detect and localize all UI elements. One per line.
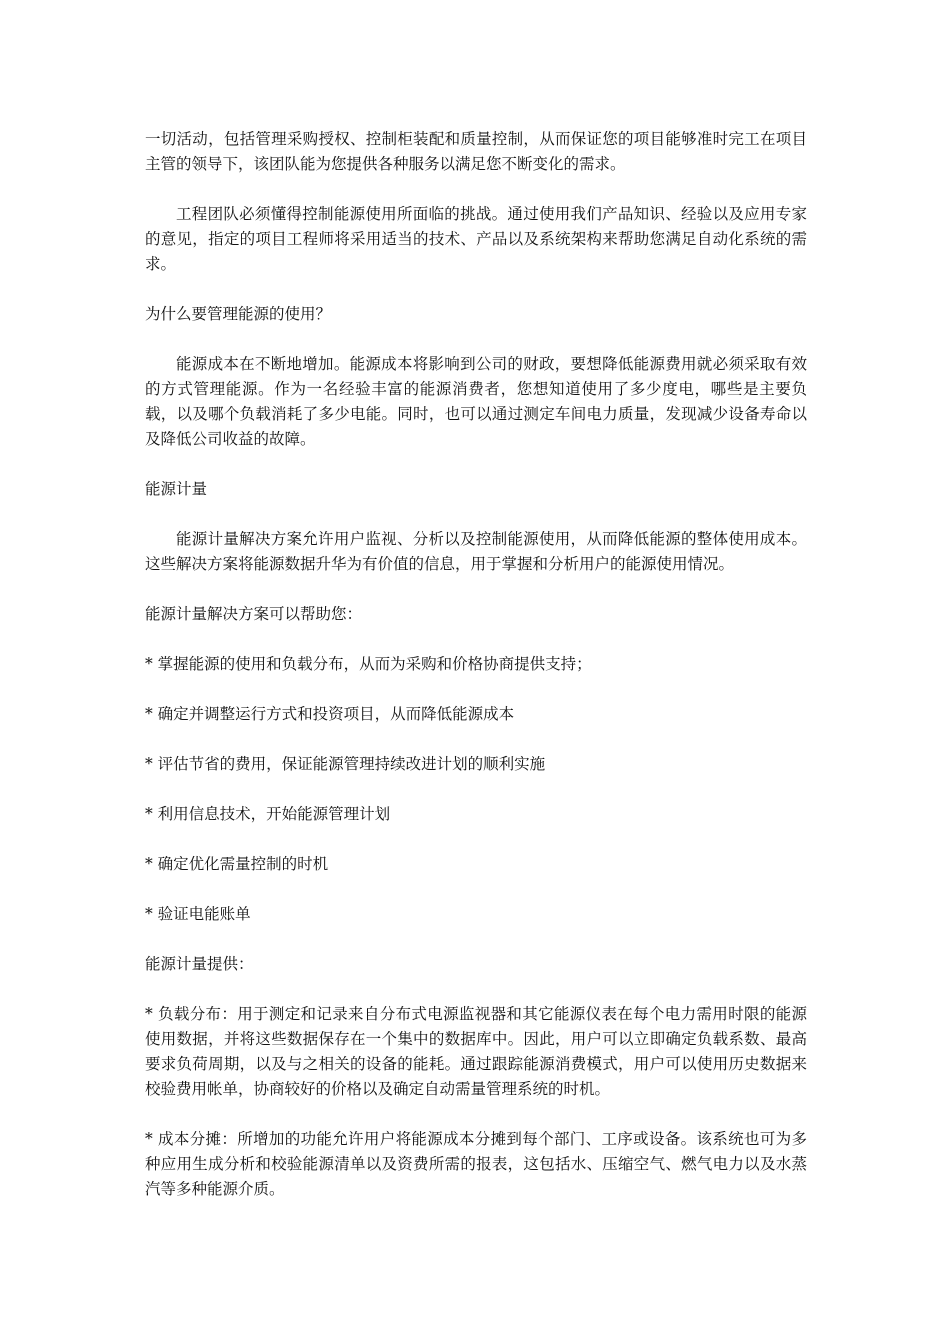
list-item-load-distribution: * 负载分布：用于测定和记录来自分布式电源监视器和其它能源仪表在每个电力需用时限的能源使用数据，并将这些数据保存在一个集中的数据库中。因此，用户可以立即确定负载系数、最高要求负荷周期，以及与之相关的设备的能耗。通过跟踪能源消费模式，用户可以使用历史数据来校验费用帐单，协商较好的价格以及确定自动需量管理系统的时机。 (145, 1005, 807, 1098)
heading-metering-provides: 能源计量提供： (145, 955, 254, 973)
list-item: * 确定优化需量控制的时机 (145, 855, 329, 873)
document-body (145, 127, 807, 1227)
list-item-cost-allocation: * 成本分摊：所增加的功能允许用户将能源成本分摊到每个部门、工序或设备。该系统也可为多种应用生成分析和校验能源清单以及资费所需的报表，这包括水、压缩空气、燃气电力以及水蒸汽等多种能源介质。 (145, 1130, 807, 1198)
heading-metering-helps: 能源计量解决方案可以帮助您： (145, 605, 363, 623)
heading-why-manage-energy: 为什么要管理能源的使用？ (145, 305, 332, 323)
list-item: * 验证电能账单 (145, 905, 251, 923)
list-item: * 利用信息技术，开始能源管理计划 (145, 805, 391, 823)
list-item: * 评估节省的费用，保证能源管理持续改进计划的顺利实施 (145, 755, 546, 773)
list-item: * 确定并调整运行方式和投资项目，从而降低能源成本 (145, 705, 515, 723)
paragraph-energy-cost: 能源成本在不断地增加。能源成本将影响到公司的财政，要想降低能源费用就必须采取有效的方式管理能源。作为一名经验丰富的能源消费者，您想知道使用了多少度电，哪些是主要负载，以及哪个负载消耗了多少电能。同时，也可以通过测定车间电力质量，发现减少设备寿命以及降低公司收益的故障。 (145, 355, 807, 448)
paragraph-project-team: 一切活动，包括管理采购授权、控制柜装配和质量控制，从而保证您的项目能够准时完工在项目主管的领导下，该团队能为您提供各种服务以满足您不断变化的需求。 (145, 130, 807, 173)
heading-energy-metering: 能源计量 (145, 480, 208, 498)
paragraph-engineering-team: 工程团队必须懂得控制能源使用所面临的挑战。通过使用我们产品知识、经验以及应用专家的意见，指定的项目工程师将采用适当的技术、产品以及系统架构来帮助您满足自动化系统的需求。 (145, 205, 807, 273)
paragraph-metering-solution: 能源计量解决方案允许用户监视、分析以及控制能源使用，从而降低能源的整体使用成本。这些解决方案将能源数据升华为有价值的信息，用于掌握和分析用户的能源使用情况。 (145, 530, 807, 573)
list-item: * 掌握能源的使用和负载分布，从而为采购和价格协商提供支持； (145, 655, 592, 673)
